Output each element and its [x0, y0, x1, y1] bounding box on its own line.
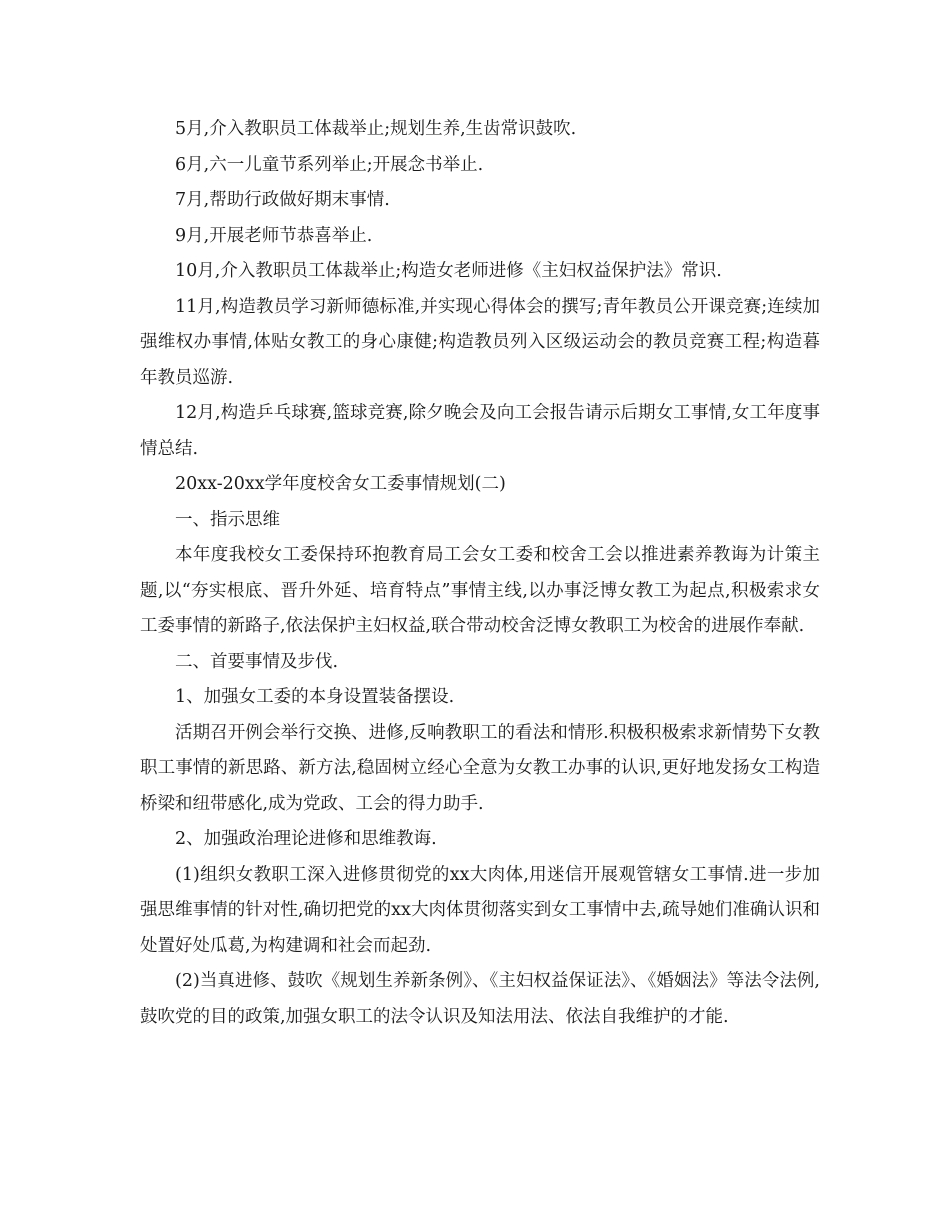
paragraph-item-2-2: (2)当真进修、鼓吹《规划生养新条例》、《主妇权益保证法》、《婚姻法》等法令法例,鼓吹党的目的政策,加强女职工的法令认识及知法用法、依法自我维护的才能.	[140, 971, 820, 1027]
document-body	[140, 112, 820, 1035]
paragraph-june: 6月,六一儿童节系列举止;开展念书举止.	[175, 154, 484, 175]
paragraph-december: 12月,构造乒乓球赛,篮球竞赛,除夕晚会及向工会报告请示后期女工事情,女工年度事情总结.	[140, 403, 820, 459]
paragraph-item-1: 活期召开例会举行交换、进修,反响教职工的看法和情形.积极积极索求新情势下女教职工事情的新思路、新方法,稳固树立经心全意为女教工办事的认识,更好地发扬女工构造桥梁和纽带感化,成为党政、工会的得力助手.	[140, 722, 820, 814]
heading-guiding-thought: 一、指示思维	[175, 509, 280, 530]
paragraph-item-2-1: (1)组织女教职工深入进修贯彻党的xx大肉体,用迷信开展观管辖女工事情.进一步加强思维事情的针对性,确切把党的xx大肉体贯彻落实到女工事情中去,疏导她们准确认识和处置好处瓜葛,为构建调和社会而起劲.	[140, 864, 820, 956]
heading-item-2: 2、加强政治理论进修和思维教诲.	[175, 829, 437, 849]
heading-item-1: 1、加强女工委的本身设置装备摆设.	[175, 687, 455, 707]
heading-main-work: 二、首要事情及步伐.	[175, 651, 339, 672]
paragraph-july: 7月,帮助行政做好期末事情.	[175, 190, 390, 210]
paragraph-may: 5月,介入教职员工体裁举止;规划生养,生齿常识鼓吹.	[175, 119, 577, 139]
paragraph-october: 10月,介入教职员工体裁举止;构造女老师进修《主妇权益保护法》常识.	[175, 261, 722, 281]
paragraph-november: 11月,构造教员学习新师德标准,并实现心得体会的撰写;青年教员公开课竞赛;连续加强维权办事情,体贴女教工的身心康健;构造教员列入区级运动会的教员竞赛工程;构造暮年教员巡游.	[140, 296, 820, 388]
paragraph-september: 9月,开展老师节恭喜举止.	[175, 225, 373, 246]
section-title-plan-two: 20xx-20xx学年度校舍女工委事情规划(二)	[175, 474, 506, 494]
paragraph-guiding-thought: 本年度我校女工委保持环抱教育局工会女工委和校舍工会以推进素养教诲为计策主题,以“夯实根底、晋升外延、培育特点”事情主线,以办事泛博女教工为起点,积极索求女工委事情的新路子,依法保护主妇权益,联合带动校舍泛博女教职工为校舍的进展作奉献.	[140, 545, 820, 636]
